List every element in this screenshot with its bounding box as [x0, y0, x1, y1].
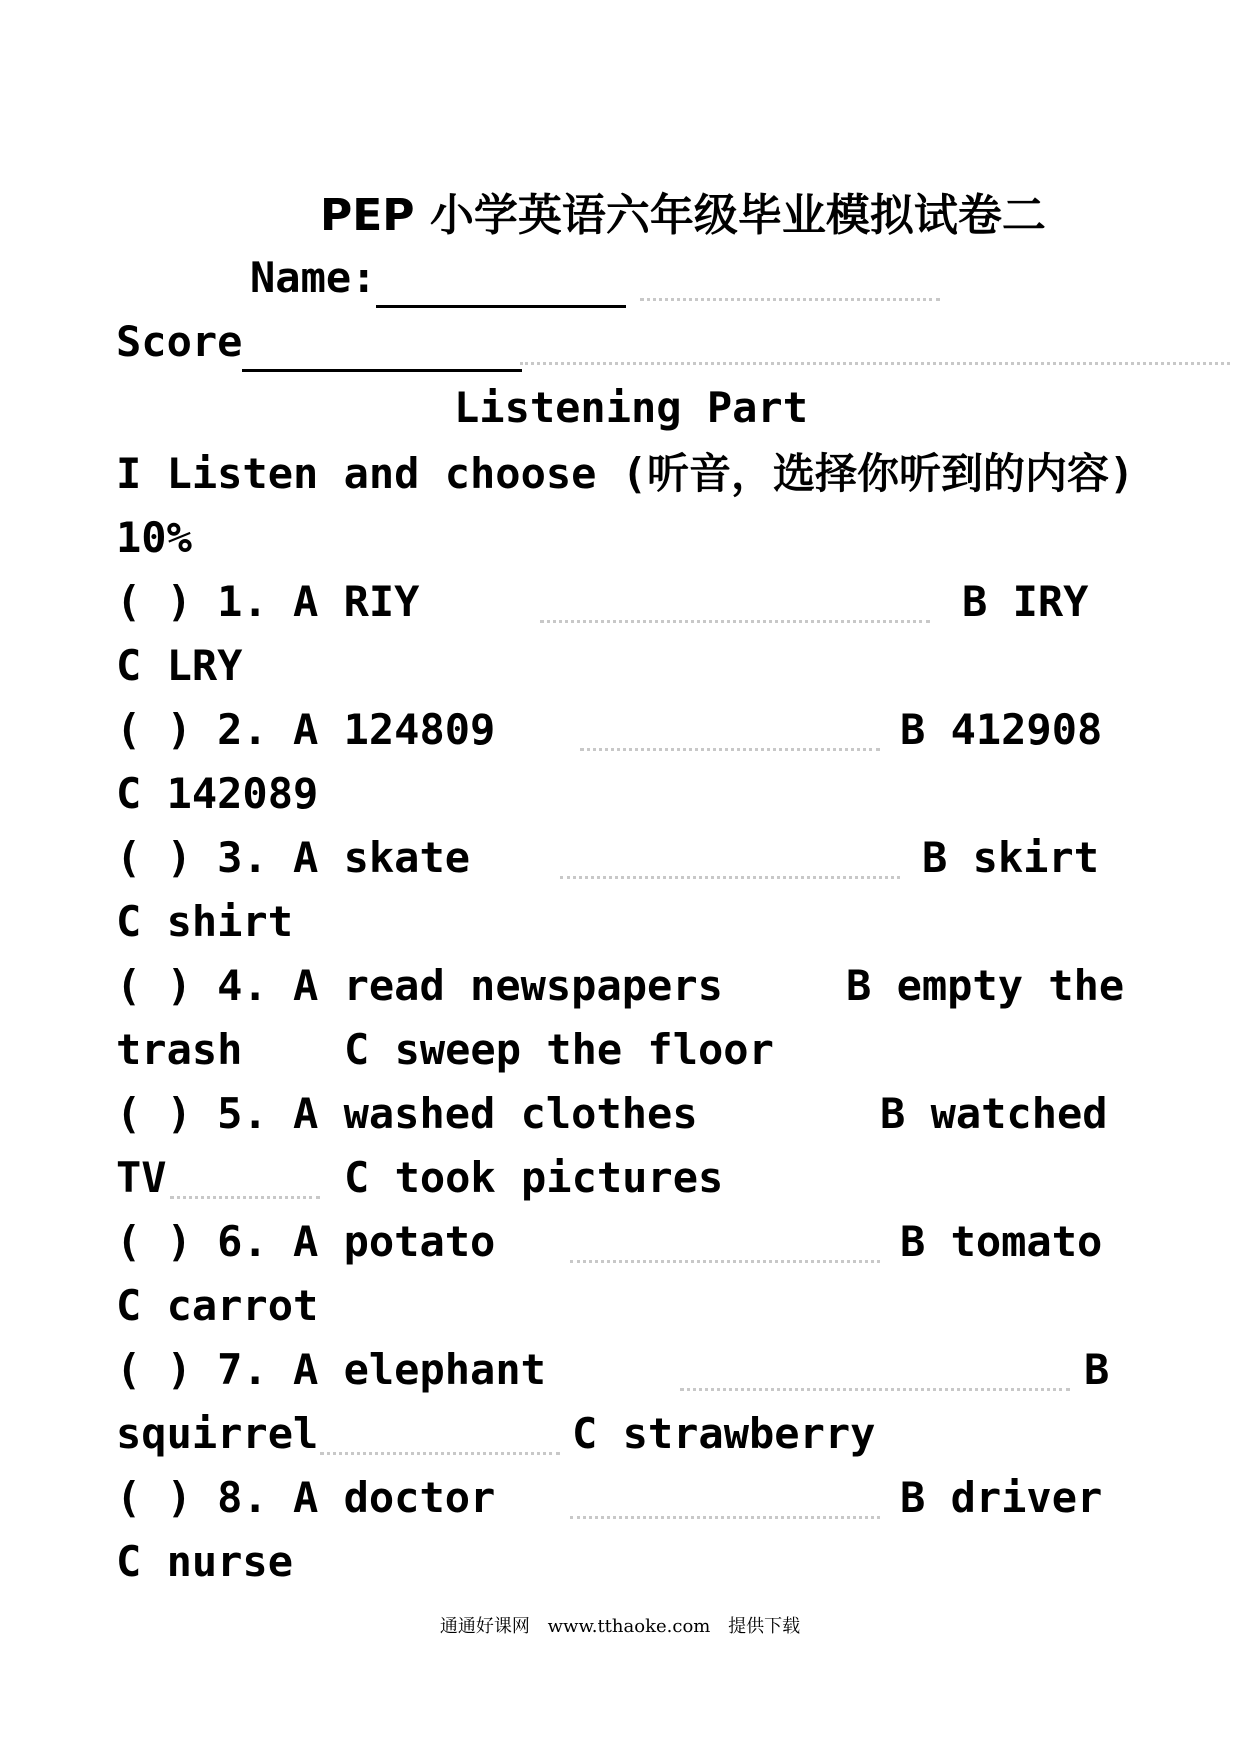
- dotted-guide: [520, 362, 1230, 365]
- section-points: 10%: [116, 513, 192, 562]
- name-blank[interactable]: [376, 261, 626, 308]
- option-a: A 124809: [293, 705, 496, 754]
- option-c: C LRY: [116, 641, 243, 690]
- option-a: A elephant: [293, 1345, 546, 1394]
- option-c: C strawberry: [572, 1409, 876, 1458]
- question-number: 3.: [217, 833, 268, 882]
- option-b: B driver: [900, 1473, 1103, 1522]
- answer-paren[interactable]: ( ): [116, 1089, 192, 1138]
- answer-paren[interactable]: ( ): [116, 1217, 192, 1266]
- dotted-guide: [580, 748, 880, 751]
- option-a: A doctor: [293, 1473, 496, 1522]
- question-number: 7.: [217, 1345, 268, 1394]
- option-b: B empty the: [846, 961, 1125, 1010]
- dotted-guide: [570, 1260, 880, 1263]
- option-b-continued: trash: [116, 1025, 243, 1074]
- name-field: [250, 248, 626, 308]
- footer-url[interactable]: www.tthaoke.com: [547, 1616, 711, 1637]
- question-2: [116, 700, 495, 760]
- question-number: 8.: [217, 1473, 268, 1522]
- dotted-guide: [640, 298, 940, 301]
- footer-suffix: 提供下载: [728, 1616, 801, 1637]
- question-number: 4.: [217, 961, 268, 1010]
- option-b: B watched: [880, 1089, 1108, 1138]
- answer-paren[interactable]: ( ): [116, 705, 192, 754]
- section-instruction: I Listen and choose (听音，选择你听到的内容): [116, 449, 1135, 498]
- dotted-guide: [170, 1196, 320, 1199]
- dotted-guide: [680, 1388, 1070, 1391]
- option-b: B IRY: [962, 577, 1089, 626]
- option-a: A read newspapers: [293, 961, 723, 1010]
- option-c: C 142089: [116, 769, 319, 818]
- answer-paren[interactable]: ( ): [116, 577, 192, 626]
- answer-paren[interactable]: ( ): [116, 833, 192, 882]
- question-number: 5.: [217, 1089, 268, 1138]
- option-b: B 412908: [900, 705, 1103, 754]
- question-6: [116, 1212, 495, 1272]
- page-footer: [0, 1612, 1240, 1638]
- question-number: 6.: [217, 1217, 268, 1266]
- question-number: 1.: [217, 577, 268, 626]
- option-a: A skate: [293, 833, 471, 882]
- option-c: C carrot: [116, 1281, 319, 1330]
- question-number: 2.: [217, 705, 268, 754]
- name-label: Name:: [250, 253, 377, 302]
- score-field: [116, 312, 522, 372]
- option-c: C nurse: [116, 1537, 294, 1586]
- option-b-continued: squirrel: [116, 1409, 319, 1458]
- option-c: C took pictures: [344, 1153, 724, 1202]
- dotted-guide: [560, 876, 900, 879]
- question-7: [116, 1340, 546, 1400]
- option-a: A washed clothes: [293, 1089, 698, 1138]
- option-c: C sweep the floor: [344, 1025, 774, 1074]
- dotted-guide: [540, 620, 930, 623]
- dotted-guide: [570, 1516, 880, 1519]
- option-b: B: [1084, 1345, 1110, 1394]
- question-8: [116, 1468, 495, 1528]
- question-5: [116, 1084, 698, 1144]
- dotted-guide: [320, 1452, 560, 1455]
- option-b: B skirt: [922, 833, 1100, 882]
- option-a: A RIY: [293, 577, 420, 626]
- answer-paren[interactable]: ( ): [116, 961, 192, 1010]
- section-title: Listening Part: [454, 383, 809, 432]
- answer-paren[interactable]: ( ): [116, 1473, 192, 1522]
- option-a: A potato: [293, 1217, 496, 1266]
- option-b: B tomato: [900, 1217, 1103, 1266]
- answer-paren[interactable]: ( ): [116, 1345, 192, 1394]
- score-blank[interactable]: [242, 325, 522, 372]
- option-b-continued: TV: [116, 1153, 167, 1202]
- question-3: [116, 828, 470, 888]
- question-1: [116, 572, 419, 632]
- footer-site-name: 通通好课网: [439, 1616, 530, 1637]
- option-c: C shirt: [116, 897, 294, 946]
- question-4: [116, 956, 723, 1016]
- page-title: PEP 小学英语六年级毕业模拟试卷二: [320, 190, 1046, 241]
- score-label: Score: [116, 317, 243, 366]
